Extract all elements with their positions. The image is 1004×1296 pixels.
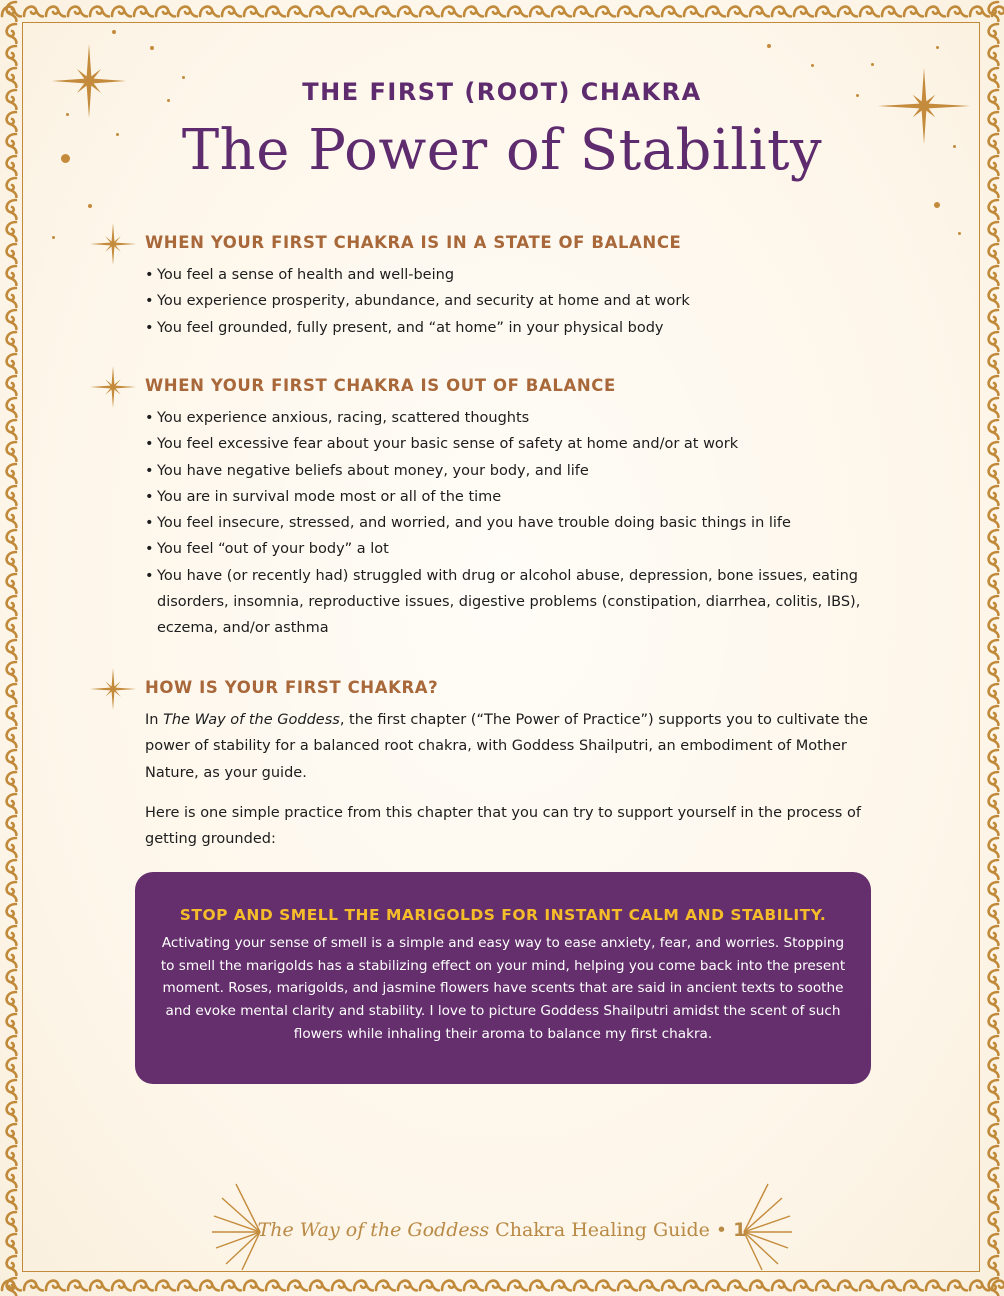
list-item: • You experience prosperity, abundance, and security at home and at work (145, 288, 890, 314)
bullet-list (90, 405, 890, 642)
section-heading: WHEN YOUR FIRST CHAKRA IS OUT OF BALANCE (145, 376, 616, 395)
list-item: • You feel insecure, stressed, and worried, and you have trouble doing basic things in life (145, 510, 890, 536)
section-how-is-chakra (90, 676, 890, 852)
callout-title: STOP AND SMELL THE MARIGOLDS FOR INSTANT CALM AND STABILITY. (179, 906, 827, 924)
list-item: • You feel a sense of health and well-being (145, 262, 890, 288)
wave-border-top (0, 0, 1004, 22)
sparkle-dot (871, 63, 874, 66)
list-item: • You feel grounded, fully present, and “at home” in your physical body (145, 315, 890, 341)
sparkle-dot (112, 30, 116, 34)
para-text: , the first chapter (“The Power of Practice”) supports you to cultivate the power of stability for a balanced root chakra, with Goddess Shailputri, an embodiment of Mother Nature, as your guide. (145, 712, 868, 781)
sparkle-dot (767, 44, 771, 48)
page-title: The Power of Stability (181, 118, 823, 183)
sparkle-dot (88, 204, 92, 208)
wave-border-right (982, 0, 1004, 1296)
section-kicker: THE FIRST (ROOT) CHAKRA (302, 78, 702, 106)
para-text: In (145, 712, 164, 728)
sparkle-star-icon (90, 221, 136, 267)
wave-border-left (0, 0, 22, 1296)
section-heading: WHEN YOUR FIRST CHAKRA IS IN A STATE OF BALANCE (145, 233, 682, 252)
list-item: • You experience anxious, racing, scattered thoughts (145, 405, 890, 431)
page-footer (0, 1219, 1004, 1241)
page-number: 1 (733, 1219, 747, 1241)
practice-callout (135, 872, 871, 1084)
sparkle-dot (150, 46, 154, 50)
list-item: • You feel excessive fear about your basic sense of safety at home and/or at work (145, 431, 890, 457)
section-heading: HOW IS YOUR FIRST CHAKRA? (145, 678, 439, 697)
bullet-list (90, 262, 890, 341)
section-header (90, 374, 890, 404)
list-item: • You have (or recently had) struggled with drug or alcohol abuse, depression, bone issues, eating disorders, insomnia, reproductive issues, digestive problems (constipation, diarrhea, colitis, IBS), eczema, and/or asthma (145, 563, 890, 642)
list-item: • You are in survival mode most or all of the time (145, 484, 890, 510)
sparkle-star-icon (90, 364, 136, 410)
footer-text: Chakra Healing Guide • (489, 1219, 734, 1241)
sparkle-dot (52, 236, 55, 239)
sparkle-dot (958, 232, 961, 235)
list-item: • You feel “out of your body” a lot (145, 536, 890, 562)
inner-frame (22, 22, 980, 1272)
section-header (90, 676, 890, 706)
practice-paragraph: Here is one simple practice from this chapter that you can try to support yourself in the process of getting grounded: (145, 804, 861, 848)
sparkle-star-icon (90, 666, 136, 712)
list-item: • You have negative beliefs about money, your body, and life (145, 458, 890, 484)
wave-border-bottom (0, 1274, 1004, 1296)
section-header (90, 231, 890, 261)
sparkle-dot (936, 46, 939, 49)
sparkle-dot (811, 64, 814, 67)
section-out-of-balance (90, 374, 890, 642)
book-title: The Way of the Goddess (163, 712, 340, 728)
callout-body: Activating your sense of smell is a simple and easy way to ease anxiety, fear, and worries. Stopping to smell the marigolds has a stabilizing effect on your mind, helping you come back into the present moment. Roses, marigolds, and jasmine flowers have scents that are said in ancient texts to soothe and evoke mental clarity and stability. I love to picture Goddess Shailputri amidst the scent of such flowers while inhaling their aroma to balance my first chakra. (160, 935, 846, 1042)
footer-book-title: The Way of the Goddess (257, 1219, 490, 1241)
section-balance (90, 231, 890, 341)
intro-paragraph (90, 707, 890, 786)
sparkle-dot (66, 113, 69, 116)
sparkle-dot (934, 202, 940, 208)
